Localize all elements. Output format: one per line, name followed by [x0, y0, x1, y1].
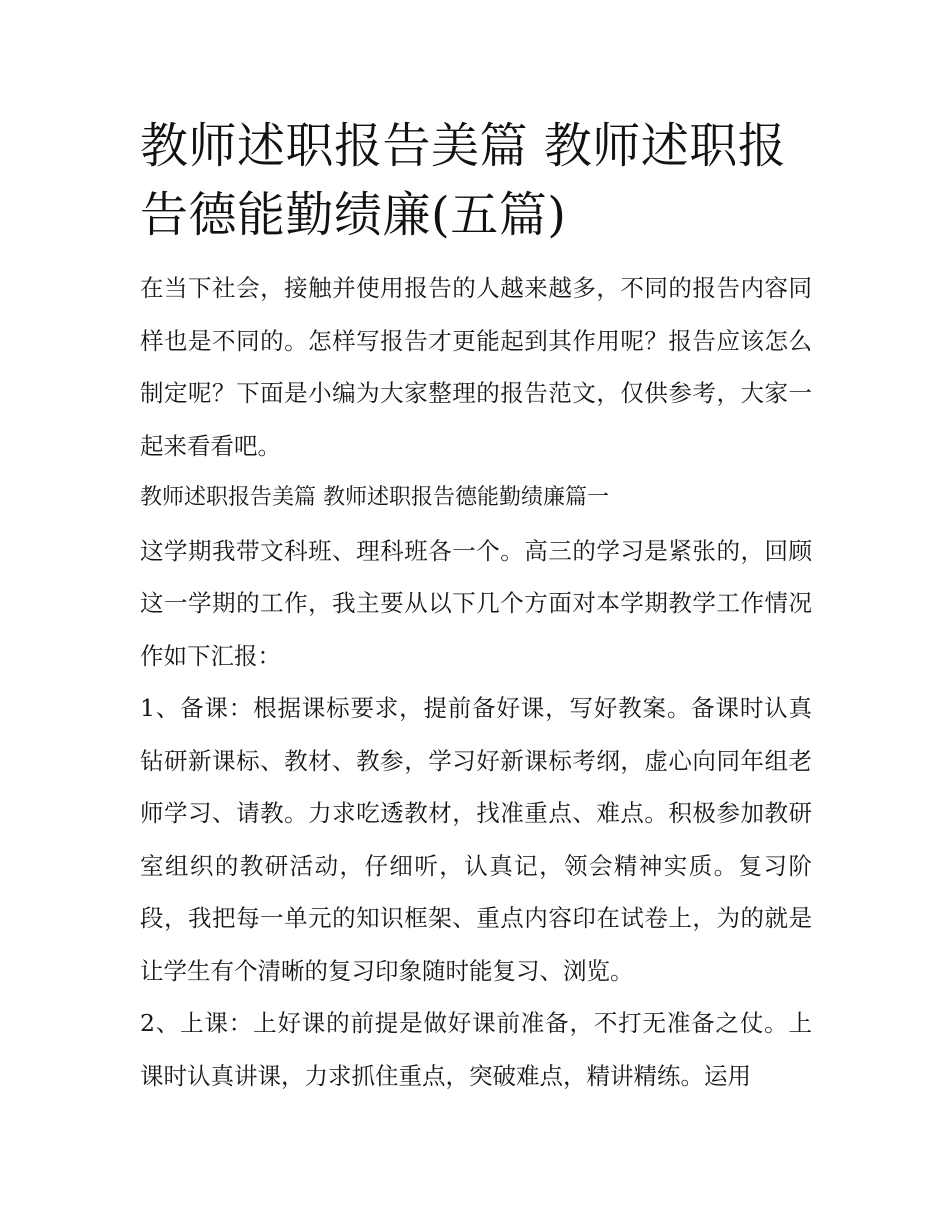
intro-paragraph: 在当下社会，接触并使用报告的人越来越多，不同的报告内容同样也是不同的。怎样写报告才更能起到其作用呢？报告应该怎么制定呢？下面是小编为大家整理的报告范文，仅供参考，大家一起来看看吧。 [140, 274, 812, 460]
document-title: 教师述职报告美篇 教师述职报告德能勤绩廉(五篇) [140, 118, 787, 243]
body-paragraph: 1、备课：根据课标要求，提前备好课，写好教案。备课时认真钻研新课标、教材、教参，学习好新课标考纲，虚心向同年组老师学习、请教。力求吃透教材，找准重点、难点。积极参加教研室组织的教研活动，仔细听，认真记，领会精神实质。复习阶段，我把每一单元的知识框架、重点内容印在试卷上，为的就是让学生有个清晰的复习印象随时能复习、浏览。 [140, 694, 812, 985]
body-paragraph: 2、上课：上好课的前提是做好课前准备，不打无准备之仗。上课时认真讲课，力求抓住重点，突破难点，精讲精练。运用 [140, 1009, 812, 1090]
document-body [140, 112, 812, 1102]
section-heading: 教师述职报告美篇 教师述职报告德能勤绩廉篇一 [140, 485, 609, 510]
body-paragraph: 这学期我带文科班、理科班各一个。高三的学习是紧张的，回顾这一学期的工作，我主要从以下几个方面对本学期教学工作情况作如下汇报： [140, 536, 812, 670]
